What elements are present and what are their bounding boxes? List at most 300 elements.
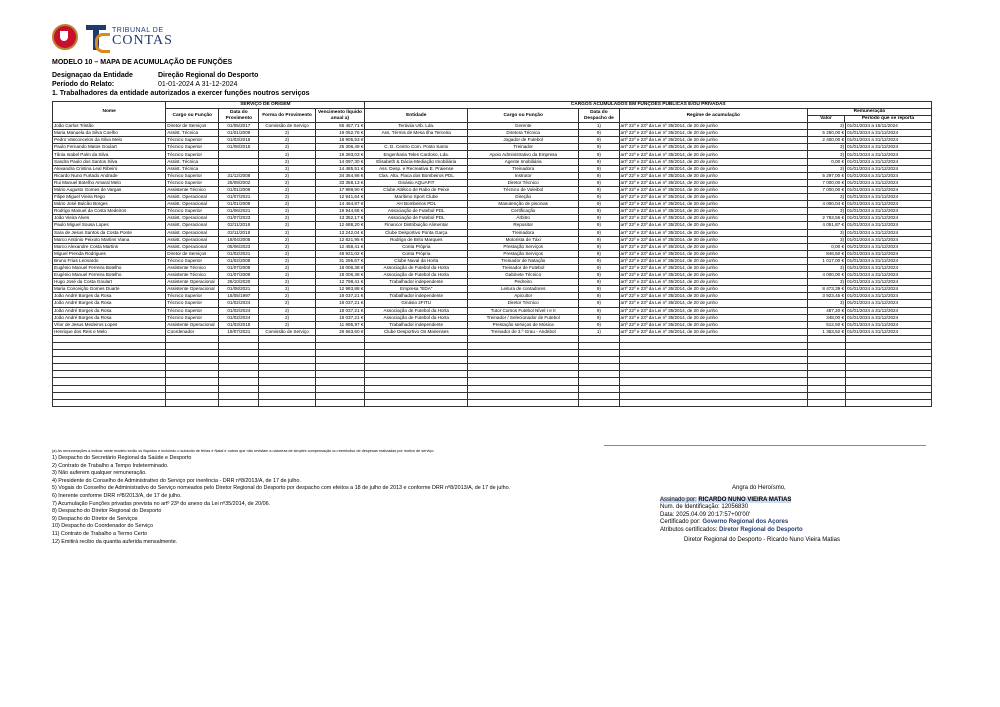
- cell-regime: [619, 371, 807, 378]
- cell-period: [846, 371, 932, 378]
- cell-name: [53, 350, 166, 357]
- cell-entity: AH Bombeiros PDL: [365, 201, 468, 208]
- cell-name: Alexandra Cristina Leal Ribeiro: [53, 165, 166, 172]
- cell-name: Hugo José da Costa Goulart: [53, 279, 166, 286]
- footnote-item: 12) Emitirá recibo da quantia auferida mensalmente.: [52, 538, 178, 545]
- cell-dispatch: [579, 399, 619, 406]
- table-row: [53, 385, 932, 392]
- cell-dispatch: 8): [579, 250, 619, 257]
- cell-period: [846, 399, 932, 406]
- cell-salary: 17 989,90 €: [315, 186, 365, 193]
- cell-dispatch: [579, 357, 619, 364]
- cell-name: João André Borges da Rosa: [53, 293, 166, 300]
- cell-role: [166, 350, 219, 357]
- cell-regime: artº 22º e 23º da Lei nº 35/2014, de 20 de junho: [619, 257, 807, 264]
- cell-regime: artº 22º e 23º da Lei nº 35/2014, de 20 de junho: [619, 186, 807, 193]
- table-row: [53, 144, 932, 151]
- cell-value: 3): [807, 208, 845, 215]
- cell-entity: Clube Atlético de Rabo de Peixe: [365, 186, 468, 193]
- cell-entity: [365, 392, 468, 399]
- footnote-item: 10) Despacho do Coordenador do Serviço: [52, 523, 153, 530]
- table-row: [53, 201, 932, 208]
- footnote-a: (a) As remunerações a indicar neste modelo serão os ilíquidos e incluindo o subsídio de férias e Natal e outros que não revistam a natureza de simples compensação ou reembolso de despesas realizadas por motivo de serviço.: [52, 449, 435, 453]
- cell-dispatch: [579, 335, 619, 342]
- cell-regime: artº 22º e 23º da Lei nº 35/2014, de 20 de junho: [619, 130, 807, 137]
- cell-date: 01/02/2024: [219, 314, 259, 321]
- cell-name: Ricardo Nuno Furtado Andrade: [53, 172, 166, 179]
- cell-salary: 19 052,76 €: [315, 130, 365, 137]
- cell-regime: artº 22º e 23º da Lei nº 35/2014, de 20 de junho: [619, 250, 807, 257]
- header-origin: SERVIÇO DE ORIGEM: [166, 102, 365, 109]
- cell-form: 2): [259, 179, 315, 186]
- cell-dispatch: 9): [579, 257, 619, 264]
- cell-name: João Carlos Tristão: [53, 123, 166, 130]
- cell-period: 01/01/2024 a 31/12/2024: [846, 314, 932, 321]
- cell-dispatch: 9): [579, 194, 619, 201]
- cell-date: [219, 165, 259, 172]
- cell-regime: artº 22º e 23º da Lei nº 35/2014, de 20 de junho: [619, 321, 807, 328]
- header-period: Período que se reporta: [861, 116, 915, 122]
- cell-date: [219, 350, 259, 357]
- period-value: 01-01-2024 A 31-12-2024: [158, 81, 238, 88]
- cell-entity: [365, 371, 468, 378]
- entity-value: Direção Regional do Desporto: [158, 72, 259, 79]
- cell-role: Assistente Técnico: [166, 264, 219, 271]
- cell-value: 3): [807, 151, 845, 158]
- cell-salary: [315, 399, 365, 406]
- cell-role: [166, 385, 219, 392]
- cell-period: 01/01/2024 a 31/12/2024: [846, 144, 932, 151]
- cell-value: [807, 371, 845, 378]
- cell-entity: Elisabeth & Dácia-Mediação Imobiliária: [365, 158, 468, 165]
- cell-salary: 13 352,17 €: [315, 215, 365, 222]
- document-title: MODELO 10 – MAPA DE ACUMULAÇÃO DE FUNÇÕES: [52, 59, 233, 66]
- cell-salary: 33 358,13 €: [315, 179, 365, 186]
- cell-role: [166, 343, 219, 350]
- cell-value: 512,50 €: [807, 321, 845, 328]
- cell-role: Assist. Operacional: [166, 229, 219, 236]
- cell-name: Marco António Peixoto Martins Viana: [53, 236, 166, 243]
- cell-value: [807, 350, 845, 357]
- cell-salary: 18 037,21 €: [315, 307, 365, 314]
- cell-arole: Treinadora: [468, 229, 579, 236]
- cell-regime: artº 22º e 23º da Lei nº 35/2014, de 20 de junho: [619, 293, 807, 300]
- cell-form: [259, 350, 315, 357]
- cell-regime: artº 22º e 23º da Lei nº 35/2014, de 20 de junho: [619, 243, 807, 250]
- header-value: Valor: [808, 116, 845, 122]
- cell-regime: artº 22º e 23º da Lei nº 35/2014, de 20 de junho: [619, 307, 807, 314]
- cell-form: 2): [259, 172, 315, 179]
- logo-line1: TRIBUNAL DE: [112, 26, 164, 34]
- cell-arole: [468, 385, 579, 392]
- cell-dispatch: 9): [579, 165, 619, 172]
- cell-value: 2 400,00 €: [807, 137, 845, 144]
- cell-dispatch: 9): [579, 172, 619, 179]
- cell-salary: 25 306,49 €: [315, 144, 365, 151]
- cell-regime: artº 22º e 23º da Lei nº 35/2014, de 20 de junho: [619, 137, 807, 144]
- cell-date: [219, 378, 259, 385]
- cell-form: 2): [259, 314, 315, 321]
- header-dispatch: Data do Despacho de: [579, 109, 619, 123]
- cell-period: 01/01/2024 a 31/12/2024: [846, 165, 932, 172]
- cell-period: 01/01/2024 a 31/12/2024: [846, 158, 932, 165]
- cell-role: [166, 378, 219, 385]
- period-label: Período do Relato:: [52, 81, 115, 88]
- cell-salary: [315, 343, 365, 350]
- table-row: [53, 364, 932, 371]
- cell-name: [53, 392, 166, 399]
- cell-date: [219, 399, 259, 406]
- cell-value: 4 000,04 €: [807, 201, 845, 208]
- cell-period: [846, 378, 932, 385]
- cell-date: 01/06/2021: [219, 208, 259, 215]
- table-row: [53, 165, 932, 172]
- cell-arole: Diretora Técnica: [468, 130, 579, 137]
- cell-arole: Prestação Serviços: [468, 250, 579, 257]
- cell-entity: [365, 357, 468, 364]
- cell-role: [166, 399, 219, 406]
- cell-arole: [468, 335, 579, 342]
- cell-dispatch: 1): [579, 328, 619, 335]
- cell-entity: Financor Distribuição Alimentar: [365, 222, 468, 229]
- cell-dispatch: [579, 385, 619, 392]
- cell-name: Rui Manuel Botelho Amaral Melo: [53, 179, 166, 186]
- cell-value: 0,00 €: [807, 158, 845, 165]
- cell-dispatch: 9): [579, 151, 619, 158]
- cell-entity: Conta Própria: [365, 243, 468, 250]
- cell-arole: [468, 392, 579, 399]
- cell-value: 487,20 €: [807, 307, 845, 314]
- cell-form: [259, 357, 315, 364]
- cell-regime: artº 22º e 23º da Lei nº 35/2014, de 20 de junho: [619, 151, 807, 158]
- portuguese-seal-icon: [52, 24, 78, 50]
- cert-value: Governo Regional dos Açores: [702, 519, 789, 526]
- header-remun-group: [807, 109, 931, 123]
- table-row: [53, 186, 932, 193]
- cell-period: 01/01/2024 a 31/12/2024: [846, 272, 932, 279]
- header-role: Cargo ou Função: [166, 109, 219, 123]
- cell-salary: 12 798,41 €: [315, 279, 365, 286]
- id-value: 12056830: [721, 504, 749, 511]
- cell-period: 01/01/2024 a 31/12/2024: [846, 215, 932, 222]
- cell-salary: 11 895,97 €: [315, 321, 365, 328]
- cell-name: Maria Manuela da Silva Coelho: [53, 130, 166, 137]
- cell-period: 01/01/2024 a 31/12/2024: [846, 307, 932, 314]
- cell-value: [807, 343, 845, 350]
- cell-value: 3): [807, 300, 845, 307]
- cell-value: 5 250,00 €: [807, 130, 845, 137]
- table-row: [53, 293, 932, 300]
- cell-date: 25/09/2002: [219, 179, 259, 186]
- cell-value: 4 000,00 €: [807, 272, 845, 279]
- cell-role: Técnico Superior: [166, 151, 219, 158]
- cell-arole: Treinadora: [468, 165, 579, 172]
- cell-form: [259, 364, 315, 371]
- cell-arole: Agente Imobiliária: [468, 158, 579, 165]
- cell-salary: 12 821,95 €: [315, 236, 365, 243]
- table-row: [53, 264, 932, 271]
- date-value: 2025.04.09 20:17:57+00'00': [676, 511, 751, 518]
- cell-date: 01/02/2024: [219, 307, 259, 314]
- cell-form: 2): [259, 151, 315, 158]
- cell-entity: Ass. Térmis de Mesa Ilha Terceira: [365, 130, 468, 137]
- cell-form: 2): [259, 300, 315, 307]
- cell-salary: 14 485,51 €: [315, 165, 365, 172]
- cell-dispatch: 9): [579, 130, 619, 137]
- table-row: [53, 272, 932, 279]
- cell-name: Mário Augusto Gomes de Vargas: [53, 186, 166, 193]
- cell-arole: [468, 350, 579, 357]
- cell-dispatch: 9): [579, 293, 619, 300]
- cell-name: Pedro Vasconcelos da Silva Melo: [53, 137, 166, 144]
- cell-regime: artº 22º e 23º da Lei nº 35/2014, de 20 de junho: [619, 165, 807, 172]
- cell-dispatch: [579, 392, 619, 399]
- cell-regime: artº 22º e 23º da Lei nº 35/2014, de 20 de junho: [619, 222, 807, 229]
- cell-role: Técnico Superior: [166, 137, 219, 144]
- cell-entity: Clube Desportivo Ponta Garça: [365, 229, 468, 236]
- cell-role: Assistente Operacional: [166, 286, 219, 293]
- header-form: Forma do Provimento: [259, 109, 315, 123]
- cell-regime: artº 22º e 23º da Lei nº 35/2014, de 20 de junho: [619, 172, 807, 179]
- cell-arole: Árbitro: [468, 215, 579, 222]
- cell-dispatch: [579, 364, 619, 371]
- header-accum: CARGOS ACUMULADOS EM FUNÇÕES PUBLICAS E/OU PRIVADAS: [365, 102, 932, 109]
- cell-arole: [468, 364, 579, 371]
- cell-regime: artº 22º e 23º da Lei nº 35/2014, de 20 de junho: [619, 179, 807, 186]
- cell-entity: Teráviia Urb. Lda.: [365, 123, 468, 130]
- table-row: [53, 307, 932, 314]
- table-row: [53, 243, 932, 250]
- cell-date: 15/05/1997: [219, 293, 259, 300]
- cell-value: 846,50 €: [807, 250, 845, 257]
- cell-date: [219, 371, 259, 378]
- table-row: [53, 229, 932, 236]
- cell-dispatch: [579, 343, 619, 350]
- cell-role: [166, 357, 219, 364]
- cell-dispatch: 9): [579, 144, 619, 151]
- cell-salary: 12 458,41 €: [315, 243, 365, 250]
- cell-regime: [619, 343, 807, 350]
- cell-salary: [315, 357, 365, 364]
- cell-arole: Apicultor: [468, 293, 579, 300]
- cell-role: Técnico Superior: [166, 208, 219, 215]
- cell-name: Rodrigo Manuel da Costa Medeiros: [53, 208, 166, 215]
- header-entity: Entidade: [365, 109, 468, 123]
- cell-date: 01/08/2015: [219, 144, 259, 151]
- cell-dispatch: 9): [579, 158, 619, 165]
- cell-period: 01/01/2024 a 31/12/2024: [846, 137, 932, 144]
- cell-entity: Clube Naval da Horta: [365, 257, 468, 264]
- cell-entity: Clas. Alta. Flaca dos Bombeiros PDL: [365, 172, 468, 179]
- cell-date: 31/12/2008: [219, 172, 259, 179]
- tribunal-de-contas-logo: [52, 22, 173, 52]
- cell-arole: Apoio Administrativo da Empresa: [468, 151, 579, 158]
- cell-period: 01/01/2024 a 31/12/2024: [846, 286, 932, 293]
- cell-role: Assist. Operacional: [166, 243, 219, 250]
- cell-name: [53, 399, 166, 406]
- table-row: [53, 286, 932, 293]
- cell-salary: 14 097,30 €: [315, 158, 365, 165]
- cell-role: Coordenador: [166, 328, 219, 335]
- table-row: [53, 172, 932, 179]
- cell-name: Marco Alexandre Costa Martins: [53, 243, 166, 250]
- cell-role: [166, 364, 219, 371]
- footnote-item: 4) Presidente do Conselho de Administrativo do Serviço por inerência - DRR nº8/2013/A, de 17 de julho.: [52, 477, 301, 484]
- cell-salary: [315, 378, 365, 385]
- cell-period: 01/01/2024 a 31/12/2024: [846, 208, 932, 215]
- cell-period: 01/01/2024 a 31/12/2024: [846, 250, 932, 257]
- cell-period: 01/01/2024 a 31/12/2024: [846, 236, 932, 243]
- cell-form: 2): [259, 215, 315, 222]
- cell-regime: artº 22º e 23º da Lei nº 35/2014, de 20 de junho: [619, 236, 807, 243]
- cell-name: Sandra Paulo dos Santos Silva: [53, 158, 166, 165]
- cell-date: 01/07/2021: [219, 194, 259, 201]
- table-row: [53, 378, 932, 385]
- cell-name: João Vieira Alves: [53, 215, 166, 222]
- cell-value: 3): [807, 264, 845, 271]
- cell-salary: 12 941,64 €: [315, 194, 365, 201]
- cell-arole: [468, 357, 579, 364]
- cell-entity: Conta Própria: [365, 250, 468, 257]
- cell-period: [846, 392, 932, 399]
- cell-period: 01/01/2024 a 31/12/2024: [846, 264, 932, 271]
- cell-name: Paulo Fernando Matos Goulart: [53, 144, 166, 151]
- cell-salary: 31 295,67 €: [315, 257, 365, 264]
- cell-entity: [365, 364, 468, 371]
- cell-value: 7 000,00 €: [807, 179, 845, 186]
- cell-regime: artº 22º e 23º da Lei nº 35/2014, de 20 de junho: [619, 272, 807, 279]
- table-row: [53, 123, 932, 130]
- cell-value: 1 017,00 €: [807, 257, 845, 264]
- cell-period: 01/01/2024 a 31/12/2024: [846, 179, 932, 186]
- cell-form: Comissão de Serviço: [259, 328, 315, 335]
- table-row: [53, 314, 932, 321]
- cell-dispatch: 9): [579, 279, 619, 286]
- cell-regime: artº 22º e 23º da Lei nº 35/2014, de 20 de junho: [619, 229, 807, 236]
- cell-form: 2): [259, 257, 315, 264]
- table-row: [53, 357, 932, 364]
- cell-form: [259, 335, 315, 342]
- footnote-item: 8) Despacho do Diretor Regional do Desporto: [52, 508, 162, 515]
- cell-date: [219, 392, 259, 399]
- cell-arole: Pedreiro: [468, 279, 579, 286]
- cell-dispatch: 9): [579, 208, 619, 215]
- cell-salary: 18 905,53 €: [315, 137, 365, 144]
- footnotes: [52, 449, 510, 546]
- cell-arole: Repositor: [468, 222, 579, 229]
- table-row: [53, 208, 932, 215]
- cell-entity: [365, 350, 468, 357]
- cell-arole: Gabinete Técnico: [468, 272, 579, 279]
- cell-role: Assist. Operacional: [166, 201, 219, 208]
- cell-role: Assist. Técnica: [166, 165, 219, 172]
- cell-value: 5 297,00 €: [807, 172, 845, 179]
- cell-role: Assist. Operacional: [166, 215, 219, 222]
- cell-form: 2): [259, 243, 315, 250]
- cell-period: 01/01/2024 a 31/12/2024: [846, 222, 932, 229]
- cell-form: 2): [259, 293, 315, 300]
- cell-value: 3): [807, 144, 845, 151]
- cell-dispatch: [579, 350, 619, 357]
- cell-role: Assist. Operacional: [166, 222, 219, 229]
- cell-value: [807, 392, 845, 399]
- cell-regime: [619, 335, 807, 342]
- cell-date: [219, 151, 259, 158]
- cell-date: 02/11/2018: [219, 222, 259, 229]
- table-row: [53, 328, 932, 335]
- cell-form: [259, 371, 315, 378]
- cell-period: [846, 385, 932, 392]
- table-row: [53, 350, 932, 357]
- cell-value: 8 473,39 €: [807, 286, 845, 293]
- cell-regime: [619, 399, 807, 406]
- cell-dispatch: 9): [579, 236, 619, 243]
- cell-role: Diretor de Serviços: [166, 250, 219, 257]
- cell-value: 3): [807, 236, 845, 243]
- cell-arole: Treinador: [468, 144, 579, 151]
- cell-period: [846, 364, 932, 371]
- cell-period: 01/01/2024 a 31/12/2024: [846, 300, 932, 307]
- cell-arole: Instrutor: [468, 172, 579, 179]
- cell-value: 7 000,00 €: [807, 186, 845, 193]
- cell-dispatch: 9): [579, 307, 619, 314]
- cell-regime: [619, 364, 807, 371]
- cell-regime: artº 22º e 23º da Lei nº 35/2014, de 20 de junho: [619, 328, 807, 335]
- cell-value: [807, 378, 845, 385]
- cell-form: 2): [259, 264, 315, 271]
- cell-salary: [315, 364, 365, 371]
- cert-label: Certificado por:: [660, 519, 701, 526]
- date-label: Data:: [660, 511, 675, 518]
- cell-period: [846, 350, 932, 357]
- cell-salary: [315, 335, 365, 342]
- cell-salary: 18 006,38 €: [315, 272, 365, 279]
- cell-form: 2): [259, 222, 315, 229]
- cell-dispatch: 9): [579, 243, 619, 250]
- cell-form: 2): [259, 250, 315, 257]
- cell-role: [166, 371, 219, 378]
- cell-value: 3): [807, 279, 845, 286]
- cell-period: [846, 335, 932, 342]
- cell-name: [53, 371, 166, 378]
- cell-form: 2): [259, 201, 315, 208]
- cell-period: 01/01/2024 a 31/12/2024: [846, 243, 932, 250]
- cell-entity: [365, 335, 468, 342]
- footnote-item: 2) Contrato de Trabalho a Tempo Indeterminado.: [52, 462, 169, 469]
- cell-entity: Associação de Futebol PDL: [365, 215, 468, 222]
- cell-value: 3): [807, 123, 845, 130]
- cell-role: Técnico Superior: [166, 307, 219, 314]
- cell-regime: [619, 385, 807, 392]
- period-line: [52, 81, 237, 88]
- cell-name: Eugénio Manuel Ferreira Botelho: [53, 264, 166, 271]
- id-label: Num. de Identificação:: [660, 504, 720, 511]
- cell-name: João André Borges da Rosa: [53, 300, 166, 307]
- cell-role: Assistente Operacional: [166, 321, 219, 328]
- footnote-item: 6) Inerente conforme DRR nº8/2013/A, de 17 de julho.: [52, 492, 182, 499]
- table-row: [53, 392, 932, 399]
- header-name: Nome: [53, 102, 166, 123]
- signature-place: Angra do Heroísmo,: [732, 485, 786, 491]
- cell-value: [807, 335, 845, 342]
- cell-regime: artº 22º e 23º da Lei nº 35/2014, de 20 de junho: [619, 194, 807, 201]
- header-salary: Vencimento líquido anual a): [315, 109, 365, 123]
- cell-entity: [365, 399, 468, 406]
- cell-name: Eugénio Manuel Ferreira Botelho: [53, 272, 166, 279]
- cell-arole: Treinador de 3.º Grau - Andebol: [468, 328, 579, 335]
- table-row: [53, 151, 932, 158]
- cell-regime: [619, 350, 807, 357]
